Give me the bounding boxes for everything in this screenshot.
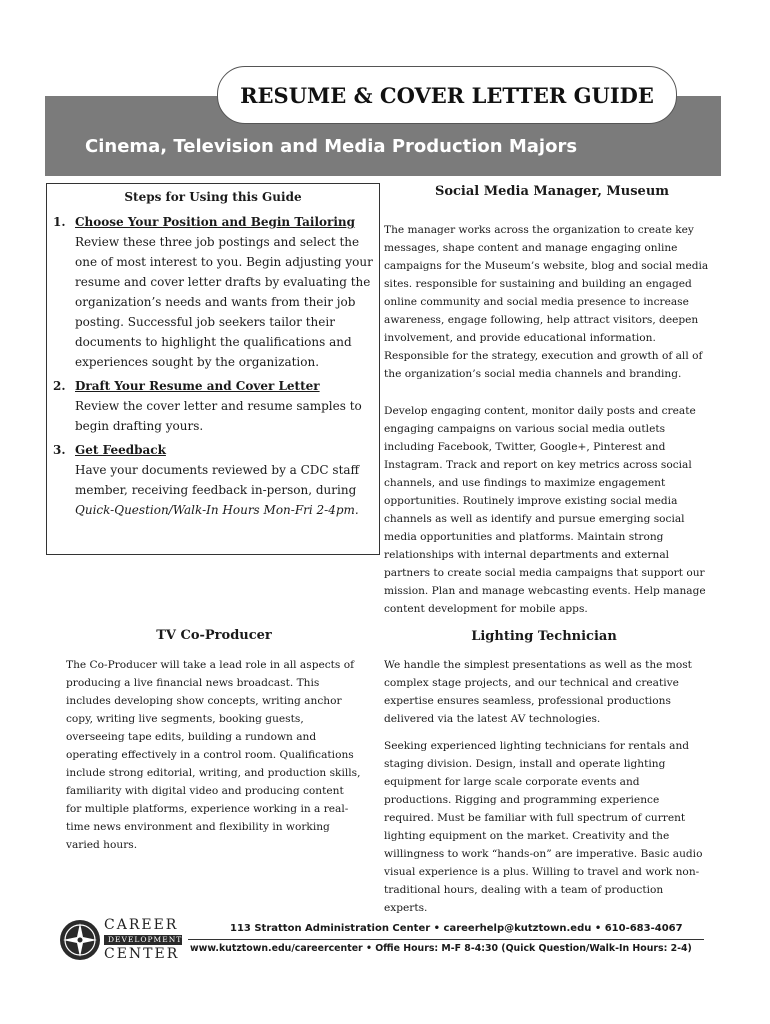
step-body-text: Have your documents reviewed by a CDC staff member, receiving feedback in-person, during (75, 463, 360, 497)
footer-hours: www.kutztown.edu/careercenter • Offie Hours: M-F 8-4:30 (Quick Question/Walk-In Hours: 2-4) (190, 943, 692, 954)
step-item (53, 212, 373, 372)
step-number: 1. (53, 215, 66, 229)
step-body: Review the cover letter and resume samples to begin drafting yours. (75, 399, 362, 433)
walk-in-hours-text: Quick-Question/Walk-In Hours Mon-Fri 2-4pm. (75, 503, 359, 517)
steps-box (46, 183, 380, 555)
step-item (53, 376, 373, 436)
career-center-logo (58, 915, 183, 965)
logo-word-career: CAREER (104, 917, 179, 933)
tv-producer-title: TV Co-Producer (156, 628, 272, 643)
step-body: Review these three job postings and select the one of most interest to you. Begin adjusting your resume and cover letter drafts by evaluating the organization’s needs and wants from their job posting. Successful job seekers tailor their documents to highlight the qualifications and experiences sought by the organization. (75, 235, 373, 369)
social-media-title: Social Media Manager, Museum (434, 184, 670, 199)
step-heading: Choose Your Position and Begin Tailoring (75, 215, 356, 229)
social-media-para-2: Develop engaging content, monitor daily posts and create engaging campaigns on various social media outlets including Facebook, Twitter, Google+, Pinterest and Instagram. Track and report on key metrics across social channels, and use findings to maximize engagement opportunities. Routinely improve existing social media channels as well as identify and pursue emerging social media opportunities and platforms. Maintain strong relationships with internal departments and external partners to create social media campaigns that support our mission. Plan and manage webcasting events. Help manage content development for mobile apps. (384, 405, 706, 615)
logo-word-center: CENTER (104, 946, 180, 962)
footer-contact: 113 Stratton Administration Center • careerhelp@kutztown.edu • 610-683-4067 (230, 923, 683, 934)
step-body (75, 460, 373, 520)
title-box (217, 66, 677, 124)
social-media-para-1: The manager works across the organization to create key messages, shape content and manage engaging online campaigns for the Museum’s website, blog and social media sites. responsible for sustaining and building an engaged online community and social media presence to increase awareness, engage following, help attract visitors, deepen involvement, and provide educational information. Responsible for the strategy, execution and growth of all of the organization’s social media channels and branding. (384, 224, 709, 380)
compass-icon (58, 918, 102, 962)
tv-producer-para: The Co-Producer will take a lead role in all aspects of producing a live financial news broadcast. This includes developing show concepts, writing anchor copy, writing live segments, booking guests, overseeing tape edits, building a rundown and operating effectively in a control room. Qualifications include strong editorial, writing, and production skills, familiarity with digital video and producing content for multiple platforms, experience working in a real-time news environment and flexibility in working varied hours. (66, 659, 361, 851)
step-heading: Draft Your Resume and Cover Letter (75, 379, 320, 393)
logo-word-development: DEVELOPMENT (108, 935, 183, 944)
page-title: RESUME & COVER LETTER GUIDE (240, 82, 654, 108)
step-number: 3. (53, 443, 66, 457)
step-number: 2. (53, 379, 66, 393)
footer-divider (188, 939, 704, 940)
step-heading: Get Feedback (75, 443, 166, 457)
page-subtitle: Cinema, Television and Media Production Majors (85, 136, 578, 157)
lighting-para-1: We handle the simplest presentations as well as the most complex stage projects, and our technical and creative expertise ensures seamless, professional productions delivered via the latest AV technologies. (384, 659, 692, 725)
step-item (53, 440, 373, 520)
lighting-title: Lighting Technician (471, 629, 617, 644)
steps-title: Steps for Using this Guide (124, 190, 302, 204)
lighting-para-2: Seeking experienced lighting technicians for rentals and staging division. Design, install and operate lighting equipment for large scale corporate events and productions. Rigging and programming experience required. Must be familiar with full spectrum of current lighting equipment on the market. Creativity and the willingness to work “hands-on” are imperative. Basic audio visual experience is a plus. Willing to travel and work non-traditional hours, dealing with a team of production experts. (384, 740, 703, 914)
